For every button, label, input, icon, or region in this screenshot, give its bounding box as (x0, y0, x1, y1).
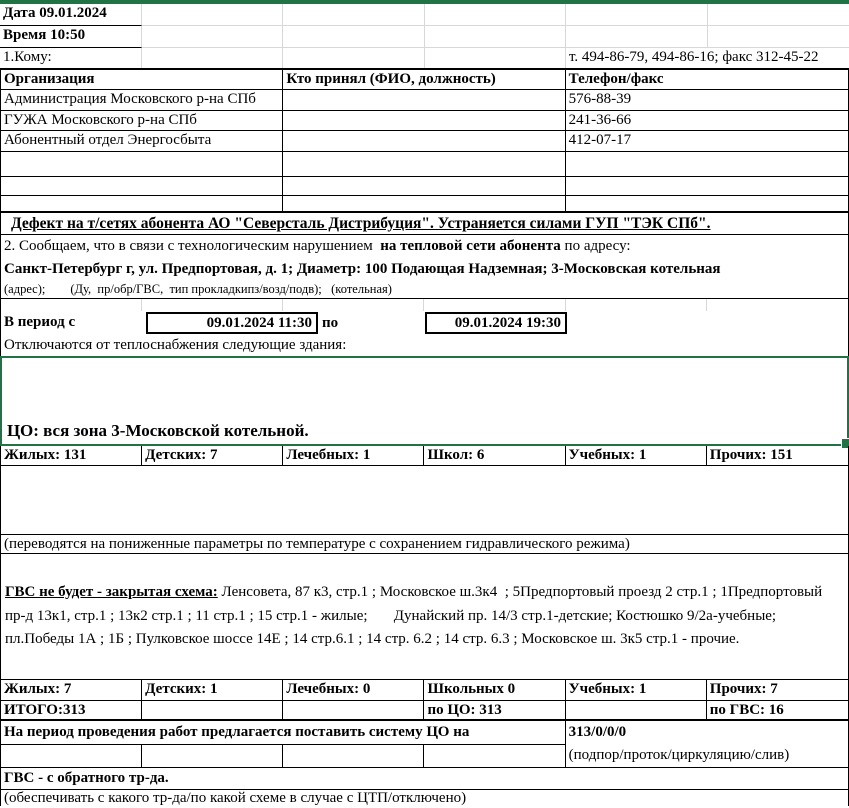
count-cell-lechebnyh: Лечебных: 1 (283, 446, 424, 465)
count-cell-prochih: Прочих: 151 (709, 447, 793, 463)
notice-row (0, 235, 849, 258)
empty-cell[interactable] (142, 48, 284, 68)
count-cell-zhilyh: Жилых: 131 (1, 446, 142, 465)
phone-cell[interactable] (566, 152, 848, 176)
empty-cell[interactable] (283, 26, 425, 48)
org-table-row (0, 152, 849, 177)
proposal-label: На период проведения работ предлагается поставить систему ЦО на (1, 721, 566, 745)
who-accepted-cell[interactable] (283, 152, 565, 176)
disconnect-heading: Отключаются от теплоснабжения следующие здания: (4, 337, 347, 353)
count-cell-shkol: Школ: 6 (424, 446, 565, 465)
notice-prefix: 2. Сообщаем, что в связи с технологическим нарушением (4, 238, 377, 254)
org-name-cell[interactable] (1, 152, 283, 176)
empty-cell[interactable] (283, 4, 425, 26)
footer-hint-row (0, 790, 849, 806)
period-row (0, 311, 849, 335)
org-header-organization: Организация (1, 70, 283, 89)
totals-by-gvs: по ГВС: 16 (709, 702, 784, 718)
empty-cell (283, 745, 424, 768)
empty-cell[interactable] (425, 26, 567, 48)
who-accepted-cell[interactable] (283, 90, 565, 110)
period-to-box[interactable]: 09.01.2024 19:30 (425, 312, 567, 334)
notice-suffix: по адресу: (560, 238, 631, 254)
totals-row (0, 701, 849, 721)
org-header-phone-fax: Телефон/факс (568, 71, 664, 87)
phone-cell[interactable] (566, 196, 848, 211)
proposal-hint-row (0, 745, 849, 768)
time-row (0, 26, 849, 48)
org-name-cell: Абонентный отдел Энергосбыта (1, 131, 283, 151)
date-row (0, 4, 849, 26)
notice-bold: на тепловой сети абонента (376, 238, 561, 254)
gvs-block-lead: ГВС не будет - закрытая схема: (5, 584, 218, 600)
notice-line (1, 235, 848, 258)
co-zone-text: ЦО: вся зона 3-Московской котельной. (7, 421, 309, 440)
count-cell-prochih-2: Прочих: 7 (709, 681, 778, 697)
empty-cell (142, 701, 283, 719)
org-name-cell: ГУЖА Московского р-на СПб (1, 111, 283, 130)
count-cell-detskih: Детских: 7 (142, 446, 283, 465)
recipient-label: 1.Кому: (0, 48, 142, 68)
totals-itogo: ИТОГО:313 (1, 701, 142, 719)
reduced-params-row (0, 535, 849, 554)
selected-zone-box[interactable] (0, 356, 849, 446)
count-cell-zhilyh-2: Жилых: 7 (1, 680, 142, 700)
counts-row-2 (0, 680, 849, 701)
org-table-header (0, 68, 849, 90)
phone-cell: 241-36-66 (568, 112, 632, 128)
proposal-row (0, 721, 849, 745)
phone-cell[interactable] (566, 177, 848, 195)
period-to-label: по (322, 315, 339, 331)
count-cell-shkolnyh-2: Школьных 0 (424, 680, 565, 700)
recipient-row (0, 48, 849, 68)
period-label: В период с (4, 314, 76, 330)
empty-cell[interactable] (142, 26, 284, 48)
who-accepted-cell[interactable] (283, 131, 565, 151)
empty-cell[interactable] (142, 4, 284, 26)
time-cell: Время 10:50 (0, 26, 142, 48)
who-accepted-cell[interactable] (283, 111, 565, 130)
gvs-closed-scheme-block (0, 554, 849, 680)
who-accepted-cell[interactable] (283, 196, 565, 211)
totals-by-co: по ЦО: 313 (424, 701, 565, 719)
empty-cell (142, 745, 283, 768)
reduced-params-note: (переводятся на пониженные параметры по температуре с сохранением гидравлического режима) (4, 536, 630, 552)
empty-cell[interactable] (425, 4, 567, 26)
empty-cell (142, 299, 283, 311)
gvs-return-row (0, 768, 849, 790)
defect-banner: Дефект на т/сетях абонента АО "Северсталь Дистрибуция". Устраняется силами ГУП "ТЭК СПб". (11, 215, 711, 232)
org-table-row (0, 111, 849, 131)
empty-cell (566, 299, 707, 311)
empty-cell (566, 701, 707, 719)
empty-buildings-box[interactable] (0, 466, 849, 535)
empty-cell (424, 299, 565, 311)
empty-cell[interactable] (283, 48, 425, 68)
address-row (0, 258, 849, 281)
empty-cell (1, 299, 142, 311)
empty-cell (707, 299, 848, 311)
proposal-value: 313/0/0/0 (568, 724, 627, 740)
org-table-row (0, 177, 849, 196)
empty-cell[interactable] (708, 4, 849, 26)
org-name-cell: Администрация Московского р-на СПб (1, 90, 283, 110)
footer-hint: (обеспечивать с какого тр-да/по какой схеме в случае с ЦТП/отключено) (4, 790, 467, 806)
empty-cell[interactable] (708, 26, 849, 48)
address-line: Санкт-Петербург г, ул. Предпортовая, д. 1; Диаметр: 100 Подающая Надземная; 3-Московская котельная (4, 261, 721, 277)
who-accepted-cell[interactable] (283, 177, 565, 195)
empty-cell (424, 745, 565, 768)
org-table-row (0, 131, 849, 152)
address-hint: (адрес); (Ду, пр/обр/ГВС, тип прокладкипз/возд/подв); (котельная) (4, 282, 392, 296)
counts-row-1 (0, 446, 849, 466)
empty-cell (1, 745, 142, 768)
defect-banner-row (0, 213, 849, 235)
empty-cell[interactable] (566, 26, 708, 48)
gvs-block-text: Ленсовета, 87 к3, стр.1 ; Московское ш.3к4 ; 5Предпортовый проезд 2 стр.1 ; 1Предпортовый пр-д 13к1, стр.1 ; 13к2 стр.1 ; 11 стр.1 ; 15 стр.1 - жилые; Дунайский пр. 14/3 стр.1-детские; Костюшко 9/2а-учебные; пл.Победы 1А ; 1Б ; Пулковское шоссе 14Е ; 14 стр.6.1 ; 14 стр. 6.2 ; 14 стр. 6.3 ; Московское ш. 3к5 стр.1 - прочие. (5, 584, 826, 647)
org-name-cell[interactable] (1, 177, 283, 195)
empty-cell (283, 299, 424, 311)
period-from-box[interactable]: 09.01.2024 11:30 (146, 312, 318, 334)
address-hint-row (0, 281, 849, 299)
org-table-row (0, 90, 849, 111)
org-table-row (0, 196, 849, 213)
spacer-row (0, 299, 849, 311)
count-cell-lechebnyh-2: Лечебных: 0 (283, 680, 424, 700)
phone-cell: 576-88-39 (568, 91, 632, 107)
org-name-cell[interactable] (1, 196, 283, 211)
empty-cell[interactable] (425, 48, 567, 68)
date-cell: Дата 09.01.2024 (0, 4, 142, 26)
proposal-hint: (подпор/проток/циркуляцию/слив) (566, 745, 848, 768)
phone-cell: 412-07-17 (568, 132, 632, 148)
gvs-return-line: ГВС - с обратного тр-да. (4, 770, 169, 786)
empty-cell[interactable] (566, 4, 708, 26)
org-header-who-accepted: Кто принял (ФИО, должность) (283, 70, 565, 89)
count-cell-uchebnyh-2: Учебных: 1 (566, 680, 707, 700)
empty-cell (283, 701, 424, 719)
disconnect-heading-row (0, 335, 849, 356)
contact-phones: т. 494-86-79, 494-86-16; факс 312-45-22 (569, 49, 819, 65)
count-cell-detskih-2: Детских: 1 (142, 680, 283, 700)
count-cell-uchebnyh: Учебных: 1 (566, 446, 707, 465)
